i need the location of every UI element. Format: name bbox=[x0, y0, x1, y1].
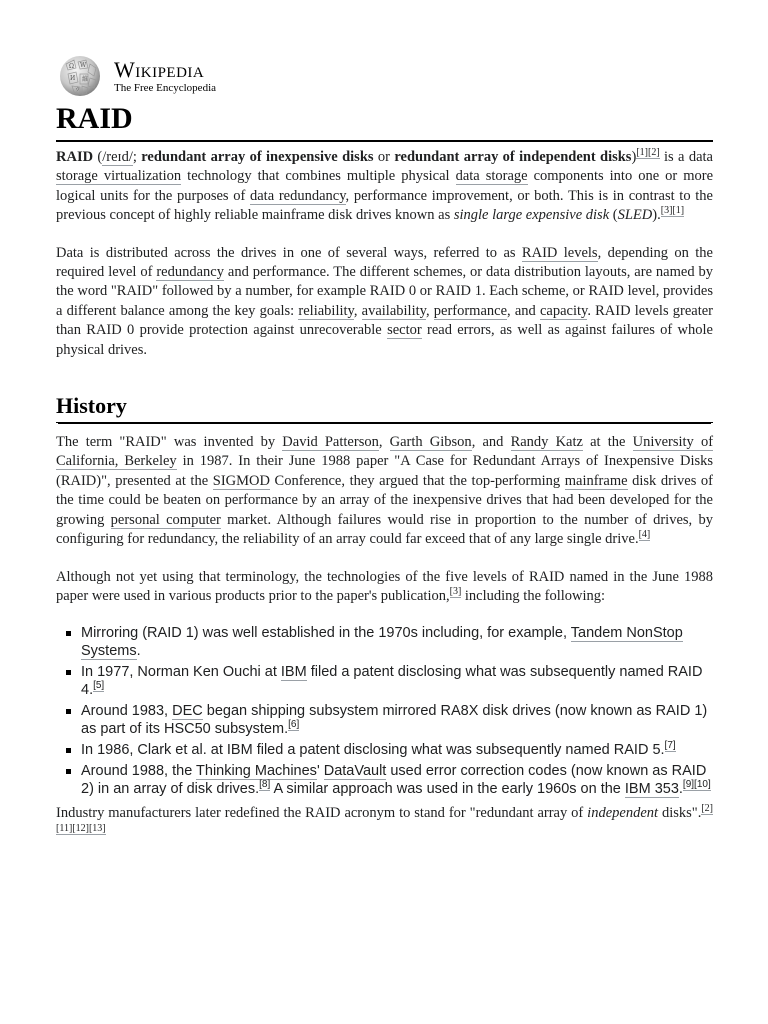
text: ) bbox=[631, 149, 637, 165]
independent-italic: independent bbox=[587, 805, 659, 822]
citation-link[interactable]: [7] bbox=[664, 740, 676, 752]
citation-link[interactable]: [2] bbox=[647, 147, 660, 158]
citation-link[interactable]: [12] bbox=[72, 822, 89, 834]
citation-link[interactable]: [5] bbox=[93, 680, 105, 692]
list-item bbox=[81, 624, 713, 660]
link-data-redundancy[interactable]: data redundancy bbox=[249, 187, 346, 204]
text: disk drives of the time could be beaten on performance by an array of the inexpensive drives that had been developed for the growing bbox=[56, 472, 714, 528]
text: , and bbox=[507, 302, 540, 319]
text: , bbox=[425, 302, 434, 319]
globe-glyph: 維 bbox=[82, 76, 89, 83]
link-sigmod[interactable]: SIGMOD bbox=[212, 472, 270, 489]
text: Around 1988, the bbox=[81, 763, 197, 780]
sled-abbr: SLED bbox=[617, 207, 653, 224]
section-heading-history: History bbox=[56, 392, 713, 423]
text: used error correction codes (now known as RAID 2) in an array of disk drives. bbox=[81, 763, 707, 798]
text: Industry manufacturers later redefined the RAID acronym to stand for "redundant array of bbox=[56, 805, 588, 822]
citation-link[interactable]: [2] bbox=[701, 803, 713, 815]
link-data-storage[interactable]: data storage bbox=[455, 168, 528, 185]
citation-link[interactable]: [1] bbox=[672, 205, 685, 217]
wikipedia-globe-icon bbox=[56, 54, 104, 98]
link-datavault[interactable]: DataVault bbox=[323, 763, 387, 780]
link-availability[interactable]: availability bbox=[361, 302, 426, 319]
citation-link[interactable]: [4] bbox=[638, 529, 651, 541]
link-ibm-353[interactable]: IBM 353 bbox=[624, 781, 679, 798]
link-reliability[interactable]: reliability bbox=[298, 302, 354, 319]
globe-glyph: И bbox=[70, 75, 76, 82]
citation-link[interactable]: [11] bbox=[56, 822, 73, 834]
link-mainframe[interactable]: mainframe bbox=[564, 472, 628, 489]
wordmark bbox=[114, 56, 217, 94]
citation-link[interactable]: [13] bbox=[88, 822, 106, 834]
wordmark-title: Wikipedia bbox=[114, 56, 205, 82]
text: , bbox=[378, 434, 390, 451]
citation-link[interactable]: [10] bbox=[694, 779, 711, 791]
citation-link[interactable]: [8] bbox=[259, 779, 271, 791]
text: ; bbox=[132, 149, 142, 165]
text: components into one or more logical units for the purposes of bbox=[56, 168, 714, 204]
text: and performance. The different schemes, or data distribution layouts, are named by the word "RAID" followed by a number, for example RAID 0 or RAID 1. Each scheme, or RAID level, provides a different balance among the key goals: bbox=[56, 264, 713, 319]
link-randy-katz[interactable]: Randy Katz bbox=[510, 434, 583, 451]
link-redundancy[interactable]: redundancy bbox=[156, 264, 224, 281]
text: . bbox=[136, 643, 141, 660]
wordmark-tagline: The Free Encyclopedia bbox=[114, 81, 217, 94]
link-personal-computer[interactable]: personal computer bbox=[110, 511, 221, 528]
link-uc-berkeley[interactable]: University of California, Berkeley bbox=[56, 434, 714, 470]
list-item bbox=[81, 762, 713, 798]
globe-glyph: Ω bbox=[69, 63, 74, 70]
text: The term "RAID" was invented by bbox=[56, 434, 283, 451]
text: is a data bbox=[659, 149, 713, 165]
history-list bbox=[56, 624, 713, 798]
text: read errors, as well as against failures of whole physical drives. bbox=[56, 322, 713, 358]
text: . bbox=[678, 781, 683, 798]
link-tandem-nonstop[interactable]: Tandem NonStop Systems bbox=[81, 625, 683, 660]
history-paragraph-3 bbox=[56, 804, 713, 843]
citation-link[interactable]: [3] bbox=[660, 205, 673, 217]
text: technology that combines multiple physical bbox=[181, 168, 456, 185]
list-item bbox=[81, 702, 713, 738]
link-david-patterson[interactable]: David Patterson bbox=[282, 434, 379, 451]
page-title: RAID bbox=[56, 100, 713, 142]
expansion-2: redundant array of independent disks bbox=[394, 149, 632, 165]
levels-paragraph bbox=[56, 244, 713, 360]
list-item bbox=[81, 741, 713, 759]
text: , bbox=[353, 302, 362, 319]
expansion-1: redundant array of inexpensive disks bbox=[141, 149, 374, 165]
text: in 1987. In their June 1988 paper "A Case for Redundant Arrays of Inexpensive Disks (RAID)", presented at the bbox=[56, 453, 714, 489]
citation-link[interactable]: [1] bbox=[636, 147, 648, 158]
citation-link[interactable]: [9] bbox=[682, 779, 695, 791]
text: ' bbox=[316, 763, 324, 780]
text: A similar approach was used in the early 1960s on the bbox=[270, 781, 625, 798]
text: filed a patent disclosing what was subsequently named RAID 4. bbox=[81, 664, 703, 699]
text: Around 1983, bbox=[81, 703, 173, 720]
ipa-link[interactable]: /reɪd/ bbox=[102, 149, 133, 165]
citation-link[interactable]: [6] bbox=[288, 719, 300, 731]
text: ). bbox=[652, 207, 661, 224]
text: In 1977, Norman Ken Ouchi at bbox=[81, 664, 281, 681]
article-page bbox=[56, 54, 713, 857]
text: ( bbox=[609, 207, 618, 224]
intro-paragraph bbox=[56, 148, 713, 226]
citation-link[interactable]: [3] bbox=[449, 585, 462, 597]
link-dec[interactable]: DEC bbox=[172, 703, 203, 720]
text: . RAID levels greater than RAID 0 provide protection against unrecoverable bbox=[56, 302, 714, 339]
link-ibm[interactable]: IBM bbox=[280, 664, 307, 681]
list-item bbox=[81, 663, 713, 699]
text: disks". bbox=[658, 805, 702, 822]
term: RAID bbox=[56, 149, 94, 165]
text: Although not yet using that terminology, the technologies of the five levels of RAID named in the June 1988 paper were used in various products prior to the paper's publication, bbox=[56, 568, 713, 604]
globe-glyph: ウ bbox=[75, 87, 81, 93]
text: market. Although failures would rise in proportion to the number of drives, by configuring for redundancy, the reliability of an array could far exceed that of any large single drive. bbox=[56, 511, 713, 548]
text: began shipping subsystem mirrored RA8X disk drives (now known as RAID 1) as part of its HSC50 subsystem. bbox=[81, 703, 708, 738]
link-raid-levels[interactable]: RAID levels bbox=[521, 244, 598, 261]
link-capacity[interactable]: capacity bbox=[539, 302, 588, 319]
text: , depending on the required level of bbox=[56, 244, 713, 281]
globe-glyph: W bbox=[80, 62, 87, 69]
text: , and bbox=[471, 434, 511, 451]
text: In 1986, Clark et al. at IBM filed a patent disclosing what was subsequently named RAID 5. bbox=[81, 742, 665, 759]
link-thinking-machines[interactable]: Thinking Machines bbox=[196, 763, 317, 780]
wikipedia-logo[interactable] bbox=[56, 54, 713, 98]
link-sector[interactable]: sector bbox=[387, 322, 422, 339]
history-paragraph-2 bbox=[56, 568, 713, 607]
text: , performance improvement, or both. This is in contrast to the previous concept of highly reliable mainframe disk drives known as bbox=[56, 187, 713, 224]
link-storage-virtualization[interactable]: storage virtualization bbox=[56, 168, 182, 185]
text: Mirroring (RAID 1) was well established in the 1970s including, for example, bbox=[81, 625, 571, 642]
history-paragraph-1 bbox=[56, 433, 713, 549]
link-performance[interactable]: performance bbox=[433, 302, 508, 319]
sled-term: single large expensive disk bbox=[453, 207, 610, 224]
text: Data is distributed across the drives in one of several ways, referred to as bbox=[56, 244, 522, 261]
text: or bbox=[373, 149, 395, 165]
text: at the bbox=[582, 434, 633, 451]
link-garth-gibson[interactable]: Garth Gibson bbox=[389, 434, 472, 451]
text: Conference, they argued that the top-performing bbox=[269, 472, 565, 489]
text: ( bbox=[93, 149, 103, 165]
text: including the following: bbox=[461, 587, 606, 604]
